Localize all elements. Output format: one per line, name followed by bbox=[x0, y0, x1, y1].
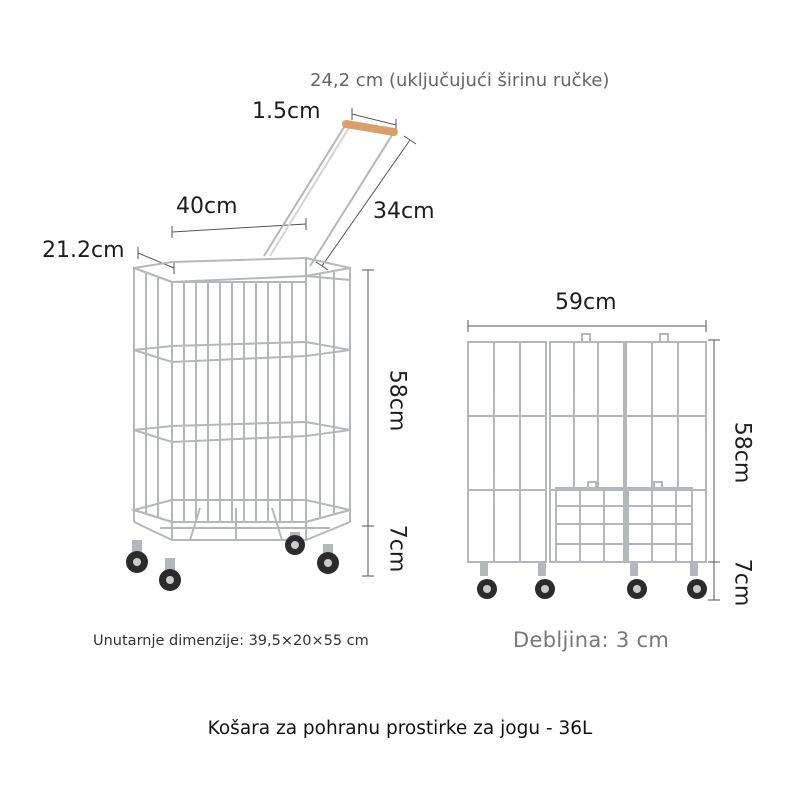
folded-width-label: 59cm bbox=[555, 290, 617, 315]
handle-thickness-label: 1.5cm bbox=[252, 99, 321, 124]
thickness-text: Debljina: 3 cm bbox=[513, 628, 670, 652]
caster-wheel-icon bbox=[477, 562, 707, 599]
handle-height-label: 34cm bbox=[373, 199, 435, 224]
depth-label: 21.2cm bbox=[42, 238, 125, 263]
folded-cart-illustration bbox=[468, 334, 706, 562]
wood-handle-icon bbox=[346, 124, 394, 132]
folded-wheel-height-label: 7cm bbox=[729, 558, 755, 607]
basket-cart-illustration bbox=[134, 124, 394, 540]
inner-dimensions-text: Unutarnje dimenzije: 39,5×20×55 cm bbox=[93, 633, 369, 649]
wheel-height-label: 7cm bbox=[384, 524, 410, 573]
handle-width-label: 24,2 cm (uključujući širinu ručke) bbox=[310, 70, 610, 91]
body-height-label: 58cm bbox=[384, 369, 410, 432]
dimension-lines bbox=[138, 108, 720, 600]
folded-height-label: 58cm bbox=[729, 421, 755, 484]
product-caption: Košara za pohranu prostirke za jogu - 36L bbox=[207, 718, 593, 739]
top-width-label: 40cm bbox=[176, 194, 238, 219]
